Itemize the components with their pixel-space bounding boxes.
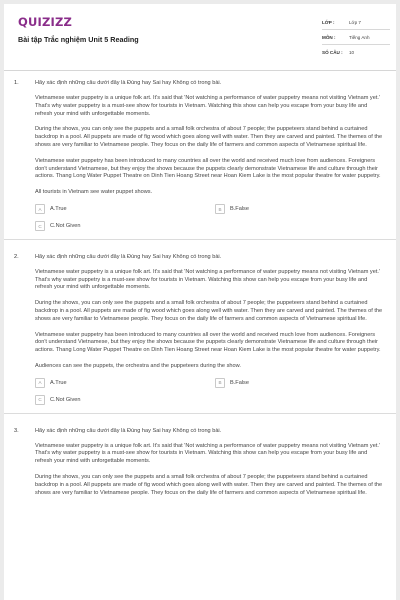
meta-value: 10 — [349, 50, 355, 55]
question-instruction: Hãy xác định những câu dưới đây là Đúng hay Sai hay Không có trong bài. — [35, 253, 222, 260]
passage-paragraph: Vietnamese water puppetry is a unique folk art. It's said that 'Not watching a performance of water puppetry means not visiting Vietnam yet.' That's why water puppetry is a must-see show for tourists in Vietnam. Watching this show can help you escape from your busy life and refresh your mind with unforgettable moments. — [35, 95, 381, 117]
option-c[interactable] — [35, 221, 215, 231]
meta-row-subject — [322, 30, 390, 45]
meta-label: LỚP : — [322, 19, 335, 25]
option-label: C.Not Given — [50, 223, 81, 230]
option-key-box: B — [215, 204, 225, 214]
option-label: B.False — [230, 379, 249, 386]
option-b[interactable] — [215, 204, 395, 214]
option-key-box: A — [35, 378, 45, 388]
option-key-box: A — [35, 204, 45, 214]
worksheet-header — [4, 4, 396, 66]
meta-row-count — [322, 45, 390, 60]
option-a[interactable] — [35, 378, 215, 388]
question-divider — [4, 239, 396, 240]
question-number: 1. — [14, 80, 19, 86]
option-label: C.Not Given — [50, 396, 81, 403]
question-number: 3. — [14, 427, 19, 434]
question-3 — [4, 428, 396, 498]
worksheet-page — [4, 4, 396, 600]
question-number: 2. — [14, 253, 19, 260]
answer-options — [35, 204, 386, 231]
meta-row-class — [322, 15, 390, 30]
worksheet-meta — [322, 15, 390, 60]
worksheet-title: Bài tập Trắc nghiệm Unit 5 Reading — [18, 35, 139, 44]
meta-value: Lớp 7 — [349, 19, 361, 25]
answer-options — [35, 378, 386, 405]
question-divider — [4, 413, 396, 414]
option-a[interactable] — [35, 204, 215, 214]
passage-paragraph: Vietnamese water puppetry is a unique folk art. It's said that 'Not watching a performance of water puppetry means not visiting Vietnam yet.' That's why water puppetry is a must-see show for tourists in Vietnam. Watching this show can help you escape from your busy life and refresh your mind with unforgettable moments. — [35, 268, 381, 291]
meta-value: Tiếng Anh — [349, 34, 370, 40]
option-c[interactable] — [35, 395, 215, 405]
passage-paragraph: Vietnamese water puppetry has been introduced to many countries all over the world and received much love from audiences. Foreigners don't understand Vietnamese, but they enjoy the shows because the puppets clearly demonstrate Vietnamese life and culture through their actions. Thang Long Water Puppet Theatre on Dinh Tien Hoang Street near Hoan Kiem Lake is the most popular theatre for water puppetry. — [35, 157, 381, 180]
passage-paragraph: During the shows, you can only see the puppets and a small folk orchestra of about 7 people; the puppeteers stand behind a curtained backdrop in a pool. All puppets are made of fig wood which goes along well with water. Then they are carved and painted. The themes of the shows are very familiar to Vietnamese people. They focus on the daily life of farmers and common aspects of Vietnamese spiritual life. — [35, 473, 383, 496]
quizizz-logo: QUIZIZZ — [18, 15, 73, 29]
meta-label: SỐ CÂU : — [322, 50, 343, 55]
question-1 — [4, 80, 396, 240]
question-instruction: Hãy xác định những câu dưới đây là Đúng hay Sai hay Không có trong bài. — [35, 427, 222, 434]
passage-paragraph: Vietnamese water puppetry has been introduced to many countries all over the world and received much love from audiences. Foreigners don't understand Vietnamese, but they enjoy the shows because the puppets clearly demonstrate Vietnamese life and culture through their actions. Thang Long Water Puppet Theatre on Dinh Tien Hoang Street near Hoan Kiem Lake is the most popular theatre for water puppetry. — [35, 331, 381, 354]
option-key-box: C — [35, 221, 45, 231]
question-instruction: Hãy xác định những câu dưới đây là Đúng hay Sai hay Không có trong bài. — [35, 80, 222, 86]
passage-paragraph: During the shows, you can only see the puppets and a small folk orchestra of about 7 people; the puppeteers stand behind a curtained backdrop in a pool. All puppets are made of fig wood which goes along well with water. Then they are carved and painted. The themes of the shows are very familiar to Vietnamese people. They focus on the daily life of farmers and common aspects of Vietnamese spiritual life. — [35, 300, 383, 322]
header-divider — [4, 70, 396, 71]
option-label: B.False — [230, 206, 249, 213]
question-prompt: All tourists in Vietnam see water puppet shows. — [35, 189, 153, 196]
question-prompt: Audiences can see the puppets, the orchestra and the puppeteers during the show. — [35, 362, 241, 369]
option-label: A.True — [50, 206, 67, 213]
question-2 — [4, 254, 396, 414]
meta-label: MÔN : — [322, 34, 336, 40]
question-list — [4, 80, 396, 511]
option-key-box: C — [35, 395, 45, 405]
option-key-box: B — [215, 378, 225, 388]
option-b[interactable] — [215, 378, 395, 388]
passage-paragraph: Vietnamese water puppetry is a unique folk art. It's said that 'Not watching a performance of water puppetry means not visiting Vietnam yet.' That's why water puppetry is a must-see show for tourists in Vietnam. Watching this show can help you escape from your busy life and refresh your mind with unforgettable moments. — [35, 442, 381, 465]
option-label: A.True — [50, 379, 67, 386]
passage-paragraph: During the shows, you can only see the puppets and a small folk orchestra of about 7 people; the puppeteers stand behind a curtained backdrop in a pool. All puppets are made of fig wood which goes along well with water. Then they are carved and painted. The themes of the shows are very familiar to Vietnamese people. They focus on the daily life of farmers and common aspects of Vietnamese spiritual life. — [35, 126, 383, 148]
